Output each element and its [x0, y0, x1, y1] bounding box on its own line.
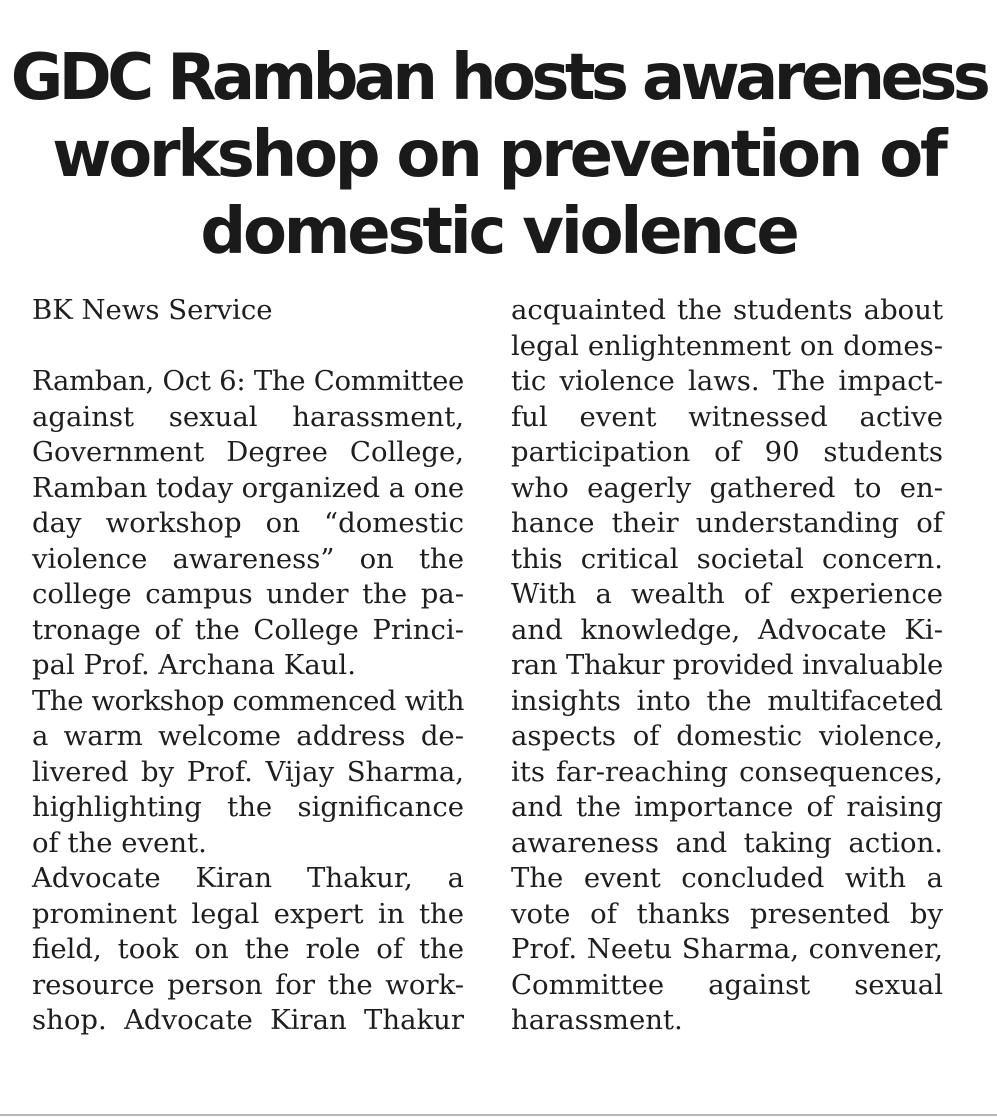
- article-column-right: [511, 293, 943, 1039]
- text-line: and the importance of raising: [511, 791, 943, 823]
- text-line: participation of 90 students: [511, 436, 943, 468]
- bottom-divider: [0, 1114, 997, 1116]
- text-line: awareness and taking action.: [511, 826, 943, 859]
- text-line: aspects of domestic violence,: [511, 720, 943, 752]
- text-line: Advocate Kiran Thakur, a: [32, 862, 464, 894]
- text-line: violence awareness” on the: [32, 542, 464, 575]
- headline-line: domestic violence: [200, 195, 797, 269]
- text-line: Committee against sexual: [511, 968, 943, 1001]
- text-line: college campus under the pa-: [32, 578, 464, 610]
- text-line: of the event.: [32, 826, 207, 859]
- text-line: The workshop commenced with: [32, 684, 464, 717]
- text-line: and knowledge, Advocate Ki-: [511, 613, 943, 646]
- text-line: livered by Prof. Vijay Sharma,: [32, 755, 464, 788]
- text-line: tronage of the College Princi-: [32, 613, 464, 646]
- text-line: The event concluded with a: [511, 862, 943, 894]
- headline: [10, 40, 987, 271]
- byline: BK News Service: [32, 294, 273, 326]
- text-line: acquainted the students about: [511, 294, 943, 326]
- text-line: Government Degree College,: [32, 436, 464, 468]
- text-line: ran Thakur provided invaluable: [511, 649, 943, 681]
- text-line: day workshop on “domestic: [32, 507, 464, 539]
- text-line: highlighting the significance: [32, 791, 464, 823]
- article-column-left: [32, 293, 464, 1039]
- text-line: Prof. Neetu Sharma, convener,: [511, 933, 943, 965]
- text-line: against sexual harassment,: [32, 400, 464, 433]
- text-line: shop. Advocate Kiran Thakur: [32, 1004, 464, 1036]
- text-line: this critical societal concern.: [511, 542, 943, 575]
- text-line: who eagerly gathered to en-: [511, 471, 943, 504]
- text-line: tic violence laws. The impact-: [511, 365, 943, 397]
- headline-line: GDC Ramban hosts awareness: [10, 41, 987, 115]
- text-line: With a wealth of experience: [511, 578, 943, 610]
- text-line: vote of thanks presented by: [511, 897, 943, 930]
- text-line: field, took on the role of the: [32, 933, 464, 965]
- text-line: harassment.: [511, 1004, 683, 1036]
- text-line: insights into the multifaceted: [511, 684, 943, 717]
- text-line: prominent legal expert in the: [32, 897, 464, 930]
- text-line: its far-reaching consequences,: [511, 755, 943, 788]
- text-line: Ramban, Oct 6: The Committee: [32, 365, 464, 397]
- text-line: Ramban today organized a one: [32, 471, 465, 504]
- headline-line: workshop on prevention of: [52, 118, 945, 192]
- text-line: legal enlightenment on domes-: [511, 329, 943, 362]
- text-line: pal Prof. Archana Kaul.: [32, 649, 356, 681]
- text-line: hance their understanding of: [511, 507, 943, 539]
- text-line: ful event witnessed active: [511, 400, 943, 433]
- text-line: a warm welcome address de-: [32, 720, 464, 752]
- byline-spacer: [32, 329, 464, 365]
- text-line: resource person for the work-: [32, 968, 464, 1001]
